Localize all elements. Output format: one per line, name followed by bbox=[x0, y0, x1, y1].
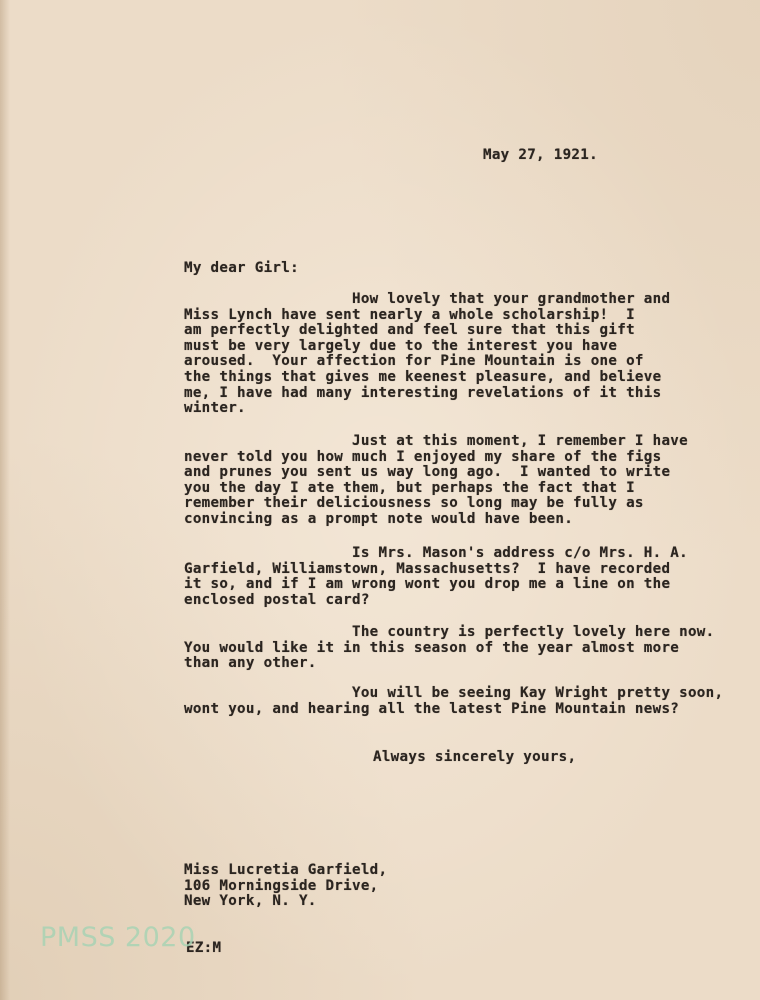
paragraph-country: The country is perfectly lovely here now. You would like it in this season of the year almost more than any other. bbox=[184, 624, 715, 672]
salutation: My dear Girl: bbox=[184, 260, 299, 276]
archive-watermark: PMSS 2020 bbox=[40, 922, 196, 953]
paper-edge-shadow bbox=[0, 0, 10, 1000]
paragraph-mason-address: Is Mrs. Mason's address c/o Mrs. H. A. Garfield, Williamstown, Massachusetts? I have recorded it so, and if I am wrong wont you drop me a line on the enclosed postal card? bbox=[184, 545, 688, 608]
paragraph-scholarship: How lovely that your grandmother and Miss Lynch have sent nearly a whole scholarship! I am perfectly delighted and feel sure that this gift must be very largely due to the interest you have aroused. Your affection for Pine Mountain is one of the things that gives me keenest pleasure, and believe me, I have had many interesting revelations of it this winter. bbox=[184, 291, 671, 417]
closing: Always sincerely yours, bbox=[373, 749, 577, 765]
letter-date: May 27, 1921. bbox=[483, 147, 598, 163]
paragraph-figs-prunes: Just at this moment, I remember I have never told you how much I enjoyed my share of the figs and prunes you sent us way long ago. I wanted to write you the day I ate them, but perhaps the fact that I remember their deliciousness so long may be fully as convincing as a prompt note would have been. bbox=[184, 433, 688, 527]
paragraph-kay-wright: You will be seeing Kay Wright pretty soon, wont you, and hearing all the latest Pine Mountain news? bbox=[184, 685, 724, 717]
typist-initials: EZ:M bbox=[186, 940, 222, 956]
recipient-address: Miss Lucretia Garfield, 106 Morningside Drive, New York, N. Y. bbox=[184, 862, 388, 910]
